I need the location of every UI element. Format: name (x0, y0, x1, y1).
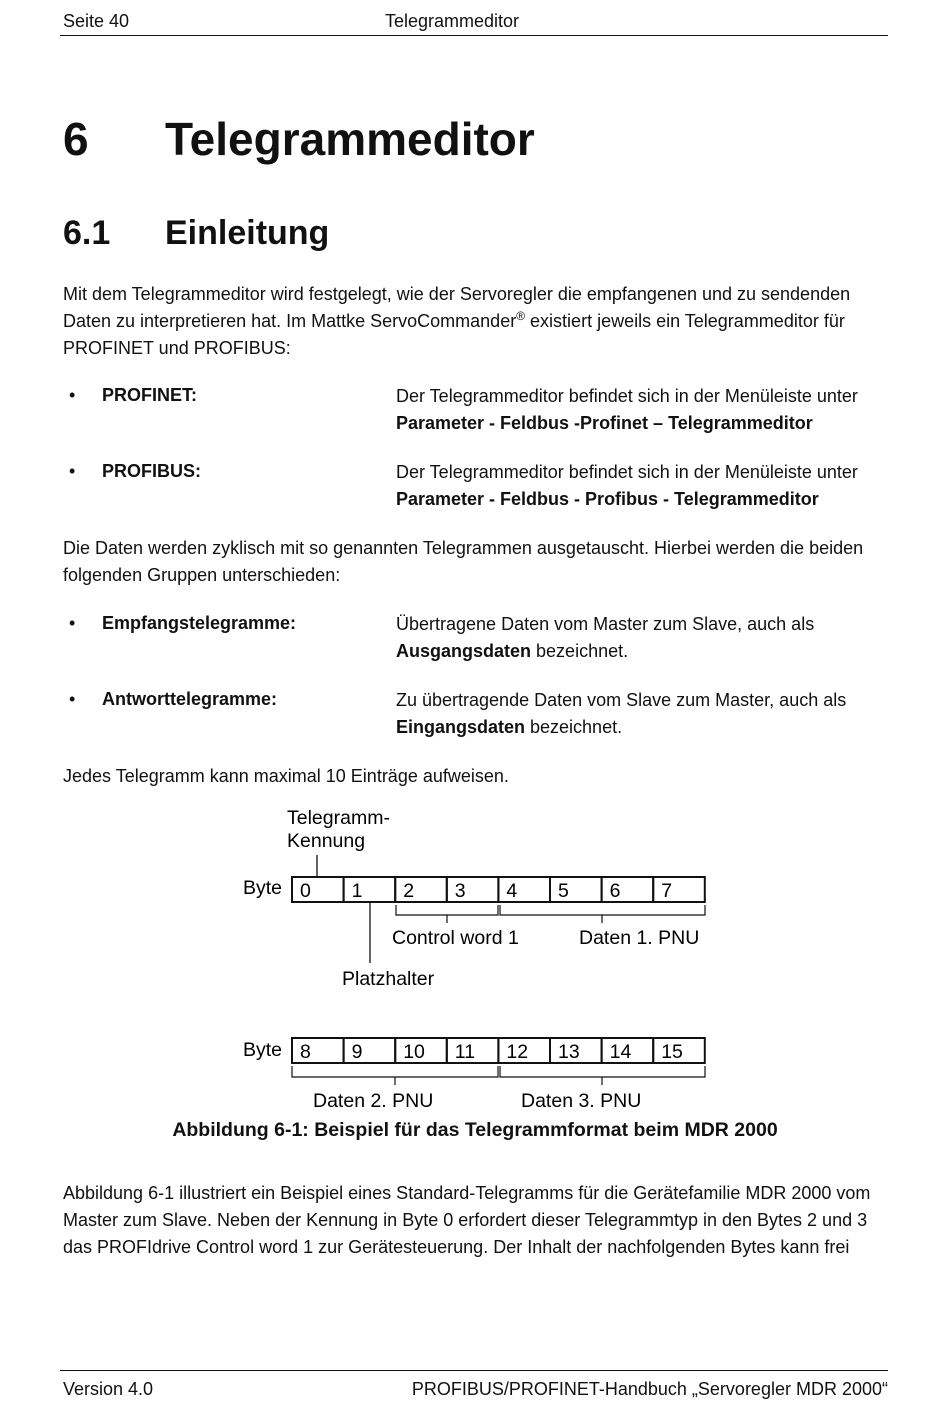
byte-row-1 (292, 877, 705, 902)
daten3-bracket (500, 1066, 705, 1077)
description-text: Der Telegrammeditor befindet sich in der Menüleiste unter (396, 386, 858, 406)
footer-version: Version 4.0 (63, 1379, 154, 1399)
byte-number: 1 (351, 880, 363, 902)
byte-number: 10 (403, 1041, 425, 1063)
byte-number: 13 (558, 1041, 580, 1063)
byte-row-label: Byte (243, 877, 283, 899)
daten1-bracket (500, 905, 705, 915)
daten1-label: Daten 1. PNU (579, 927, 700, 949)
bullet: • (69, 461, 76, 481)
paragraph-line: Master zum Slave. Neben der Kennung in Byte 0 erfordert dieser Telegrammtyp in den Bytes 2 und 3 (63, 1210, 868, 1230)
figure-caption: Abbildung 6-1: Beispiel für das Telegrammformat beim MDR 2000 (172, 1119, 778, 1141)
intro-text: Daten zu interpretieren hat. Im Mattke ServoCommander (63, 311, 517, 331)
description-tail: bezeichnet. (531, 641, 629, 661)
chapter-title: Telegrammeditor (165, 113, 535, 165)
daten2-label: Daten 2. PNU (313, 1090, 434, 1112)
intro-line: PROFINET und PROFIBUS: (63, 338, 291, 358)
byte-number: 0 (300, 880, 311, 902)
byte-number: 2 (403, 880, 415, 902)
chapter-number: 6 (63, 113, 89, 165)
menu-path: Parameter - Feldbus -Profinet – Telegrammeditor (396, 413, 813, 433)
description-text: Zu übertragende Daten vom Slave zum Master, auch als (396, 690, 847, 710)
byte-number: 6 (609, 880, 621, 902)
byte-number: 5 (558, 880, 569, 902)
bullet-label-empfang: Empfangstelegramme: (102, 613, 297, 633)
byte-number: 9 (351, 1041, 363, 1063)
paragraph-line: Abbildung 6-1 illustriert ein Beispiel eines Standard-Telegramms für die Gerätefamilie MDR 2000 vom (63, 1183, 871, 1203)
paragraph-line: das PROFIdrive Control word 1 zur Gerätesteuerung. Der Inhalt der nachfolgenden Bytes kann frei (63, 1237, 850, 1257)
term: Ausgangsdaten (396, 641, 532, 661)
byte-row-label: Byte (243, 1039, 283, 1061)
byte-number: 11 (454, 1041, 476, 1063)
intro-line: Mit dem Telegrammeditor wird festgelegt, wie der Servoregler die empfangenen und zu sendenden (63, 284, 851, 304)
platzhalter-label: Platzhalter (342, 968, 435, 990)
daten2-bracket (292, 1066, 498, 1077)
bullet-label-antwort: Antworttelegramme: (102, 689, 278, 709)
control-word-label: Control word 1 (392, 927, 519, 949)
term: Eingangsdaten (396, 717, 526, 737)
figure-kennung-label: Telegramm- (287, 807, 390, 829)
running-header-title: Telegrammeditor (385, 11, 520, 31)
description-tail: bezeichnet. (525, 717, 623, 737)
section-title: Einleitung (165, 214, 330, 252)
intro-text: existiert jeweils ein Telegrammeditor für (525, 311, 845, 331)
bullet-label-profinet: PROFINET: (102, 385, 198, 405)
byte-number: 14 (609, 1041, 632, 1063)
paragraph-line: folgenden Gruppen unterschieden: (63, 565, 341, 585)
registered-mark: ® (516, 309, 526, 323)
section-number: 6.1 (63, 214, 111, 252)
bullet: • (69, 385, 76, 405)
byte-number: 4 (506, 880, 518, 902)
byte-number: 8 (300, 1041, 311, 1063)
bullet: • (69, 613, 76, 633)
menu-path: Parameter - Feldbus - Profibus - Telegrammeditor (396, 489, 819, 509)
footer-manual-title: PROFIBUS/PROFINET-Handbuch „Servoregler MDR 2000“ (411, 1379, 888, 1399)
byte-number: 12 (506, 1041, 529, 1063)
bullet: • (69, 689, 76, 709)
description-text: Der Telegrammeditor befindet sich in der Menüleiste unter (396, 462, 858, 482)
page-number: Seite 40 (63, 11, 130, 31)
daten3-label: Daten 3. PNU (521, 1090, 642, 1112)
byte-number: 15 (661, 1041, 683, 1063)
description-text: Übertragene Daten vom Master zum Slave, auch als (396, 614, 815, 634)
bullet-label-profibus: PROFIBUS: (102, 461, 201, 481)
closing-paragraph (63, 1180, 893, 1261)
paragraph-line: Die Daten werden zyklisch mit so genannten Telegrammen ausgetauscht. Hierbei werden die beiden (63, 538, 864, 558)
footer-rule (60, 1370, 888, 1371)
byte-number: 3 (454, 880, 466, 902)
byte-number: 7 (661, 880, 673, 902)
figure-kennung-label: Kennung (287, 830, 366, 852)
max-entries-text: Jedes Telegramm kann maximal 10 Einträge aufweisen. (63, 766, 509, 786)
byte-row-2 (292, 1038, 705, 1063)
control-word-bracket (396, 905, 498, 915)
